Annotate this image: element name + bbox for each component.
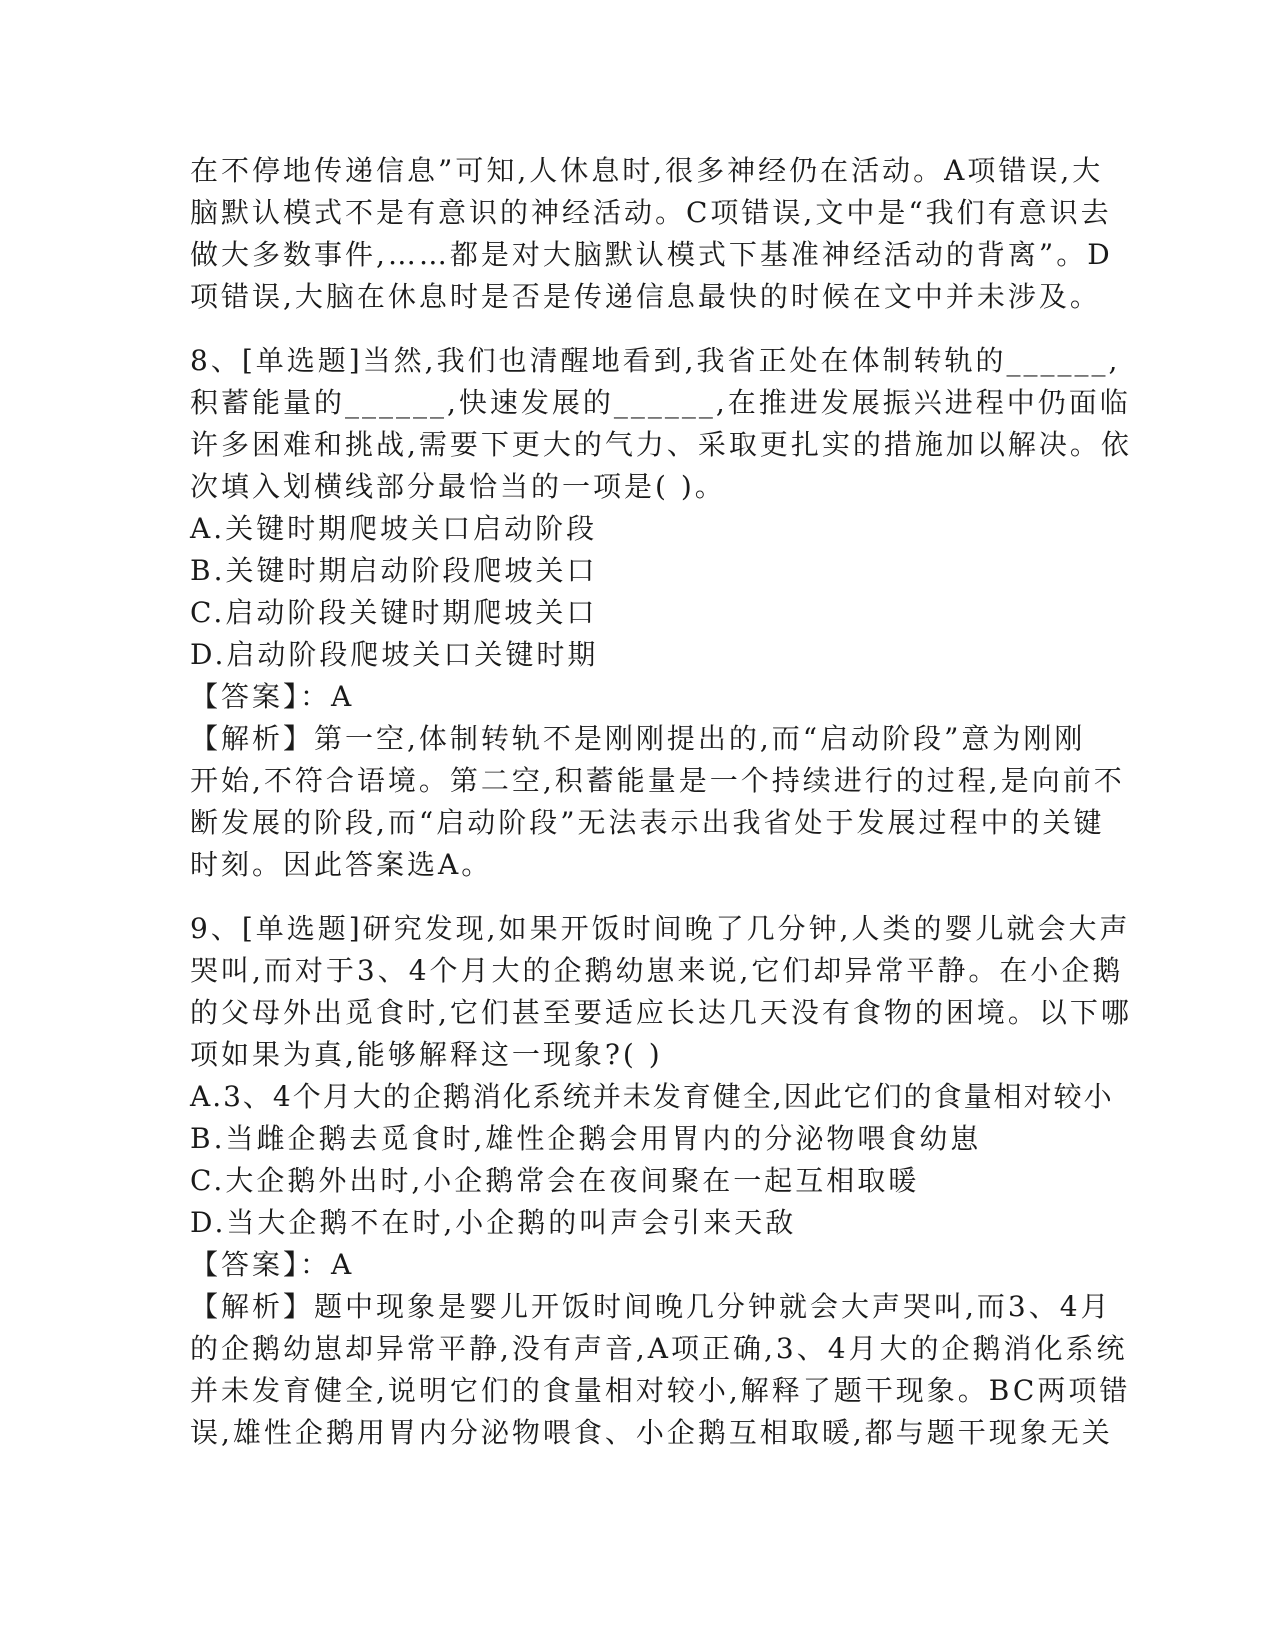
option-c: C.大企鹅外出时,小企鹅常会在夜间聚在一起互相取暖 bbox=[190, 1164, 920, 1197]
analysis-line: 断发展的阶段,而“启动阶段”无法表示出我省处于发展过程中的关键 bbox=[190, 806, 1105, 839]
answer-line: 【答案】：A bbox=[190, 1248, 355, 1281]
question-stem-line: 次填入划横线部分最恰当的一项是( )。 bbox=[190, 470, 726, 503]
text-line: 做大多数事件,……都是对大脑默认模式下基准神经活动的背离”。D bbox=[190, 238, 1113, 271]
option-b: B.关键时期启动阶段爬坡关口 bbox=[190, 554, 598, 587]
question-8 bbox=[190, 340, 1132, 886]
text-line: 项错误,大脑在休息时是否是传递信息最快的时候在文中并未涉及。 bbox=[190, 280, 1101, 313]
question-stem-line: 哭叫,而对于3、4个月大的企鹅幼崽来说,它们却异常平静。在小企鹅 bbox=[190, 954, 1124, 987]
option-d: D.启动阶段爬坡关口关键时期 bbox=[190, 638, 599, 671]
question-9 bbox=[190, 908, 1132, 1454]
option-b: B.当雌企鹅去觅食时,雄性企鹅会用胃内的分泌物喂食幼崽 bbox=[190, 1122, 982, 1155]
analysis-line: 【解析】第一空,体制转轨不是刚刚提出的,而“启动阶段”意为刚刚 bbox=[190, 722, 1086, 755]
question-stem-line: 积蓄能量的______,快速发展的______,在推进发展振兴进程中仍面临 bbox=[190, 386, 1131, 419]
analysis-line: 【解析】题中现象是婴儿开饭时间晚几分钟就会大声哭叫,而3、4月 bbox=[190, 1290, 1112, 1323]
option-d: D.当大企鹅不在时,小企鹅的叫声会引来天敌 bbox=[190, 1206, 797, 1239]
question-stem-line: 的父母外出觅食时,它们甚至要适应长达几天没有食物的困境。以下哪 bbox=[190, 996, 1132, 1029]
question-stem-line: 许多困难和挑战,需要下更大的气力、采取更扎实的措施加以解决。依 bbox=[190, 428, 1132, 461]
analysis-line: 时刻。因此答案选A。 bbox=[190, 848, 493, 881]
answer-line: 【答案】：A bbox=[190, 680, 355, 713]
analysis-line: 误,雄性企鹅用胃内分泌物喂食、小企鹅互相取暖,都与题干现象无关 bbox=[190, 1416, 1113, 1449]
text-line: 脑默认模式不是有意识的神经活动。C项错误,文中是“我们有意识去 bbox=[190, 196, 1112, 229]
analysis-line: 的企鹅幼崽却异常平静,没有声音,A项正确,3、4月大的企鹅消化系统 bbox=[190, 1332, 1128, 1365]
analysis-line: 开始,不符合语境。第二空,积蓄能量是一个持续进行的过程,是向前不 bbox=[190, 764, 1125, 797]
document-page bbox=[190, 150, 1132, 1454]
text-line: 在不停地传递信息”可知,人休息时,很多神经仍在活动。A项错误,大 bbox=[190, 154, 1104, 187]
option-c: C.启动阶段关键时期爬坡关口 bbox=[190, 596, 598, 629]
option-a: A.关键时期爬坡关口启动阶段 bbox=[190, 512, 598, 545]
question-stem-line: 项如果为真,能够解释这一现象?( ) bbox=[190, 1038, 663, 1071]
question-stem-line: 9、[单选题]研究发现,如果开饭时间晚了几分钟,人类的婴儿就会大声 bbox=[190, 912, 1131, 945]
option-a: A.3、4个月大的企鹅消化系统并未发育健全,因此它们的食量相对较小 bbox=[190, 1080, 1114, 1113]
question-stem-line: 8、[单选题]当然,我们也清醒地看到,我省正处在体制转轨的______, bbox=[190, 344, 1121, 377]
analysis-line: 并未发育健全,说明它们的食量相对较小,解释了题干现象。BC两项错 bbox=[190, 1374, 1131, 1407]
prev-explanation bbox=[190, 150, 1113, 318]
